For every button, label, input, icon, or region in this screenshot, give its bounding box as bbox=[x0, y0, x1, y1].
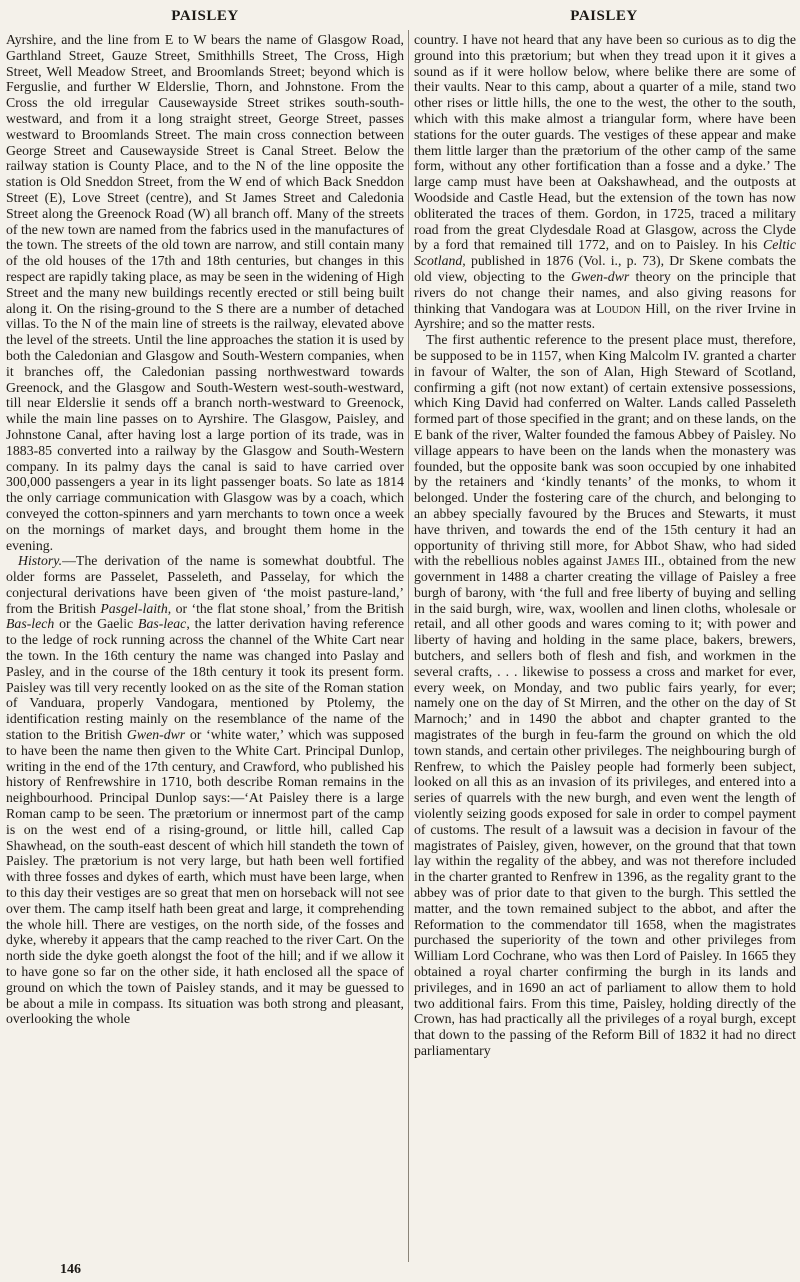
text-run: —The derivation of the name is somewhat doubtful. The older forms are Passelet, Passeleth, and Passelay, for which the conjectural derivations have been given of ‘the moist pasture-land,’ from the British bbox=[6, 553, 404, 616]
italic-term: Bas-lech bbox=[6, 616, 55, 632]
page-number: 146 bbox=[60, 1262, 81, 1277]
text-run: The first authentic reference to the present place must, therefore, be supposed to be in 1157, when King Malcolm IV. granted a charter in favour of Walter, the son of Alan, High Steward of Scotland, confirming a gift (not now extant) of certain extensive possessions, which King David had conferred on Walter. Lands called Passeleth formed part of those specified in the grant; and on these lands, on the E bank of the river, Walter founded the famous Abbey of Paisley. No village appears to have been on the lands when the monastery was founded, but the opposite bank was soon occupied by one inhabited by the retainers and ‘kindly tenants’ of the monks, to whom it belonged. Under the fostering care of the church, and belonging to an abbey specially favoured by the Bruces and Stewarts, it must have thriven, and towards the end of the 15th century it had an opportunity of thriving still more, for Abbot Shaw, who had sided with the rebellious nobles against bbox=[414, 332, 796, 569]
paragraph-charter bbox=[414, 332, 796, 1059]
italic-term: Celtic Scotland bbox=[414, 237, 796, 269]
running-head-left: PAISLEY bbox=[171, 8, 239, 24]
text-run: or the Gaelic bbox=[54, 616, 139, 632]
text-run: , published in 1876 (Vol. i., p. 73), Dr Skene combats the old view, objecting to the bbox=[414, 253, 796, 284]
text-run: , the latter derivation having reference to the ledge of rock running across the channel of the White Cart near the town. In the 16th century the name was changed into Paslay and Pasley, and in the course of the 18th century it took its present form. Paisley was till very recently looked on as the site of the Roman station of Vanduara, properly Vandogara, mentioned by Ptolemy, the identification resting mainly on the resemblance of the name of the station to the British bbox=[6, 616, 404, 743]
text-run: Hill, on the river Irvine in Ayrshire; and so the matter rests. bbox=[414, 300, 796, 332]
text-run: theory on the principle that rivers do not change their names, and also giving reasons for thinking that Vandogara was at bbox=[414, 268, 796, 316]
text-run: , or ‘the flat stone shoal,’ from the British bbox=[167, 600, 404, 616]
italic-term: Gwen-dwr bbox=[126, 727, 186, 743]
text-run: , obtained from the new government in 1488 a charter creating the village of Paisley a free burgh of barony, with ‘the full and free liberty of buying and selling in the said burgh, wire, wax, woollen and linen cloths, wholesale or retail, and all other goods and wares coming to it; with power and liberty of having and holding in the same place, bakers, brewers, butchers, and sellers both of flesh and fish, and workmen in the several crafts, . . . likewise to possess a cross and market for ever, every week, on Monday, and two public fairs yearly, for ever; namely one on the day of St Mirren, and the other on the day of St Marnoch;’ and in 1490 the abbot and chapter granted to the magistrates of the burgh in feu-farm the ground on which the old town stands, and certain other privileges. The neighbouring burgh of Renfrew, to which the Paisley people had formerly been subject, looked on all this as an invasion of its privileges, and entered into a series of quarrels with the new burgh, and even went the length of violently seizing goods exposed for sale in order to compel payment of customs. The result of a lawsuit was a decision in favour of the magistrates of Paisley, given, however, on the ground that that town lay within the regality of the abbey, and was not therefore included in the charter granted to Renfrew in 1396, as the regality grant to the abbey was of prior date to that given to the burgh. This settled the matter, and the town remained subject to the abbot, and after the Reformation to the commendator till 1658, when the magistrates purchased the superiority of the town and other privileges from William Lord Cochrane, who was then Lord of Paisley. In 1665 they obtained a royal charter confirming the burgh in its lands and privileges, and in 1690 an act of parliament to allow them to hold two additional fairs. From this time, Paisley, holding directly of the Crown, has had practically all the privileges of a royal burgh, except that down to the passing of the Reform Bill of 1832 it had no direct parliamentary bbox=[414, 553, 796, 1058]
text-run: or ‘white water,’ which was supposed to have been the name then given to the White Cart. Principal Dunlop, writing in the end of the 17th century, and Crawford, who published his history of Renfrewshire in 1710, both describe Roman remains in the neighbourhood. Principal Dunlop says:—‘At Paisley there is a large Roman camp to be seen. The prætorium or innermost part of the camp is on the west end of a rising-ground, or little hill, called Cap Shawhead, on the south-east descent of which hill standeth the town of Paisley. The prætorium is not very large, but hath been well fortified with three fosses and dykes of earth, which must have been large, when to this day their vestiges are so great that men on horseback will not see over them. The camp itself hath been great and large, it comprehending the whole hill. There are vestiges, on the north side, of the fosses and dyke, whereby it appears that the camp reached to the river Cart. On the north side the dyke goeth alongst the foot of the hill; and if we allow it to have gone so far on the other side, it hath enclosed all the space of ground on which the town of Paisley stands, and it may be guessed to be about a mile in compass. Its situation was both strong and pleasant, overlooking the whole bbox=[6, 727, 404, 1027]
paragraph-roman-camp bbox=[414, 32, 796, 332]
text-run: country. I have not heard that any have been so curious as to dig the ground into this prætorium; but when they tread upon it it gives a sound as if it were hollow below, where belike there are some of their vaults. Near to this camp, about a quarter of a mile, stand two other rises or little hills, the one to the west, the other to the south, which with this make almost a triangular form, where have been stations for the outer guards. The vestiges of these appear and make them little larger than the prætorium of the other camp of the same form, without any other fortification than a fosse and a dyke.’ The large camp must have been at Oakshawhead, and the outposts at Woodside and Castle Head, but the extension of the town has now obliterated the traces of them. Gordon, in 1725, traced a military road from the great Clydesdale Road at Glasgow, across the Clyde by a ford that remained till 1772, and on to Paisley. In his bbox=[414, 32, 796, 253]
italic-term: Gwen-dwr bbox=[571, 268, 630, 284]
small-caps-term: James III. bbox=[606, 553, 662, 569]
paragraph-streets: Ayrshire, and the line from E to W bears the name of Glasgow Road, Garthland Street, Gauze Street, Smithhills Street, The Cross, High Street, Well Meadow Street, and Broomlands Street; beyond which is Ferguslie, and further W Elderslie, Thorn, and Johnstone. From the Cross the old irregular Causewayside Street strikes south-south-westward, and from it a long straight street, George Street, passes westward to Broomlands Street. The main cross connection between George Street and Causewayside Street is Canal Street. Below the railway station is County Place, and to the N of the line opposite the station is Old Sneddon Street, from the W end of which Back Sneddon Street (E), Love Street (centre), and St James Street and Caledonia Street along the Greenock Road (W) all branch off. Many of the streets of the new town are named from the fabrics used in the manufactures of the town. The streets of the old town are narrow, and still contain many of the old houses of the 17th and 18th centuries, but changes in this respect are rapidly taking place, as may be seen in the widening of High Street and the many new buildings recently erected or still being built along it. On the rising-ground to the S there are a number of detached villas. To the N of the main line of streets is the railway, elevated above the level of the streets. Until the line approaches the station it is used by both the Caledonian and Glasgow and South-Western companies, when it branches off, the Caledonian passing northwestward towards Greenock, and the Glasgow and South-Western west-south-westward, till near Elderslie it sends off a branch north-westward to Greenock, while the main line passes on to Ayrshire. The Glasgow, Paisley, and Johnstone Canal, after having lost a large portion of its trade, was in 1883-85 converted into a railway by the Glasgow and South-Western company. In its palmy days the canal is said to have carried over 300,000 passengers a year in its light passenger boats. So late as 1814 the only carriage communication with Glasgow was by a coach, which conveyed the cotton-spinners and yarn merchants to town once a week on the mornings of market days, and brought them home in the evening. bbox=[6, 32, 404, 553]
column-divider bbox=[408, 30, 409, 1262]
paragraph-history bbox=[6, 553, 404, 1027]
italic-term: Pasgel-laith bbox=[100, 600, 168, 616]
right-column bbox=[414, 32, 796, 1260]
left-column bbox=[6, 32, 404, 1260]
italic-term: Bas-leac bbox=[138, 616, 187, 632]
section-label-history: History. bbox=[18, 553, 63, 569]
running-head-right: PAISLEY bbox=[570, 8, 638, 24]
small-caps-term: Loudon bbox=[595, 300, 641, 316]
